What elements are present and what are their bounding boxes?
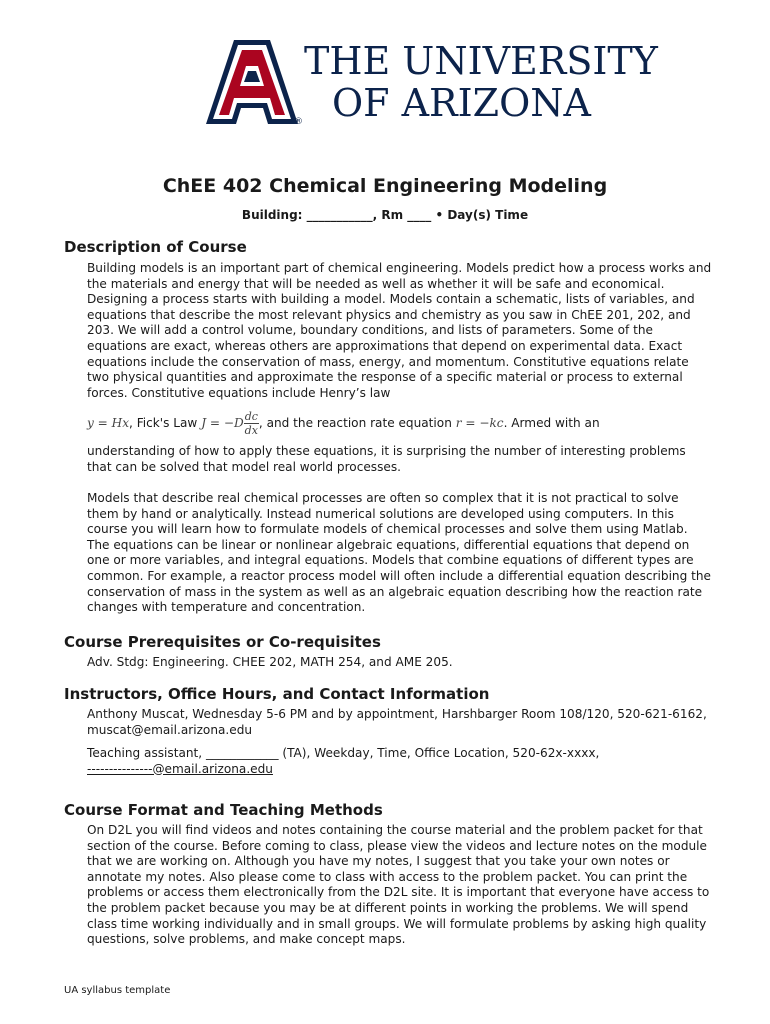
prereq-heading: Course Prerequisites or Co-requisites xyxy=(64,633,381,651)
course-title: ChEE 402 Chemical Engineering Modeling xyxy=(162,175,608,197)
fick-equation: J = −D xyxy=(201,416,244,430)
equations-line xyxy=(87,406,712,440)
prereq-text: Adv. Stdg: Engineering. CHEE 202, MATH 254, and AME 205. xyxy=(87,655,453,669)
description-paragraph-1-end: understanding of how to apply these equations, it is surprising the number of interesting problems that can be solved that model real world processes. xyxy=(87,444,686,474)
ta-email-link[interactable]: ---------------@email.arizona.edu xyxy=(87,761,273,776)
logo-line-1: THE UNIVERSITY xyxy=(304,39,658,83)
fick-denominator: dx xyxy=(244,424,258,437)
armed-text: . Armed with an xyxy=(503,416,600,430)
footer-text: UA syllabus template xyxy=(64,985,171,996)
description-paragraph-2: Models that describe real chemical processes are often so complex that it is not practical to solve them by hand or analytically. Instead numerical solutions are developed using computers. In this course you will learn how to formulate models of chemical processes and solve them using Matlab. The equations can be linear or nonlinear algebraic equations, differential equations that depend on one or more variables, and integral equations. Models that combine equations of different types are common. For example, a reactor process model will often include a differential equation describing the conservation of mass in the system as well as an algebraic equation describing how the reaction rate changes with temperature and concentration. xyxy=(87,491,711,615)
logo-line-2: OF ARIZONA xyxy=(332,81,591,125)
fick-fraction xyxy=(244,410,259,437)
rate-equation: r = −kc xyxy=(455,416,504,430)
university-logo xyxy=(206,38,658,128)
format-text: On D2L you will find videos and notes containing the course material and the problem packet for that section of the course. Before coming to class, please view the videos and lecture notes on the module that we are working on. Although you have my notes, I suggest that you take your own notes or annotate my notes. Also please come to class with access to the problem packet. You can print the problems or access them electronically from the D2L site. It is important that everyone have access to the problem packet because you may be at different points in working the problems. We will spend class time working individually and in small groups. We will formulate problems by asking high quality questions, solve problems, and make concept maps. xyxy=(87,823,710,947)
henry-equation: y = Hx xyxy=(87,416,130,430)
description-paragraph-1: Building models is an important part of chemical engineering. Models predict how a process works and the materials and energy that will be needed as well as whether it will be safe and economical. Designing a process starts with building a model. Models contain a schematic, lists of variables, and equations that describe the most relevant physics and chemistry as you saw in ChEE 201, 202, and 203. We will add a control volume, boundary conditions, and lists of parameters. Some of the equations are exact, whereas others are approximations that depend on experimental data. Exact equations include the conservation of mass, energy, and momentum. Constitutive equations relate two physical quantities and approximate the response of a specific material or process to external forces. Constitutive equations include Henry’s law xyxy=(87,261,712,400)
logo-wordmark xyxy=(304,40,658,124)
rate-label: , and the reaction rate equation xyxy=(258,416,452,430)
format-heading: Course Format and Teaching Methods xyxy=(64,801,383,819)
instructors-heading: Instructors, Office Hours, and Contact Information xyxy=(64,685,490,703)
ta-info xyxy=(87,746,712,777)
course-meta: Building: ___________, Rm ____ • Day(s) Time xyxy=(241,208,529,222)
description-heading: Description of Course xyxy=(64,238,247,256)
fick-numerator: dc xyxy=(244,410,258,423)
ta-text: Teaching assistant, ____________ (TA), Weekday, Time, Office Location, 520-62x-xxxx, xyxy=(87,746,600,760)
instructor-info: Anthony Muscat, Wednesday 5-6 PM and by appointment, Harshbarger Room 108/120, 520-621-6162, muscat@email.arizona.edu xyxy=(87,707,707,737)
fick-label: , Fick's Law xyxy=(129,416,198,430)
svg-text:®: ® xyxy=(294,117,303,127)
block-a-logo-icon xyxy=(206,40,303,127)
